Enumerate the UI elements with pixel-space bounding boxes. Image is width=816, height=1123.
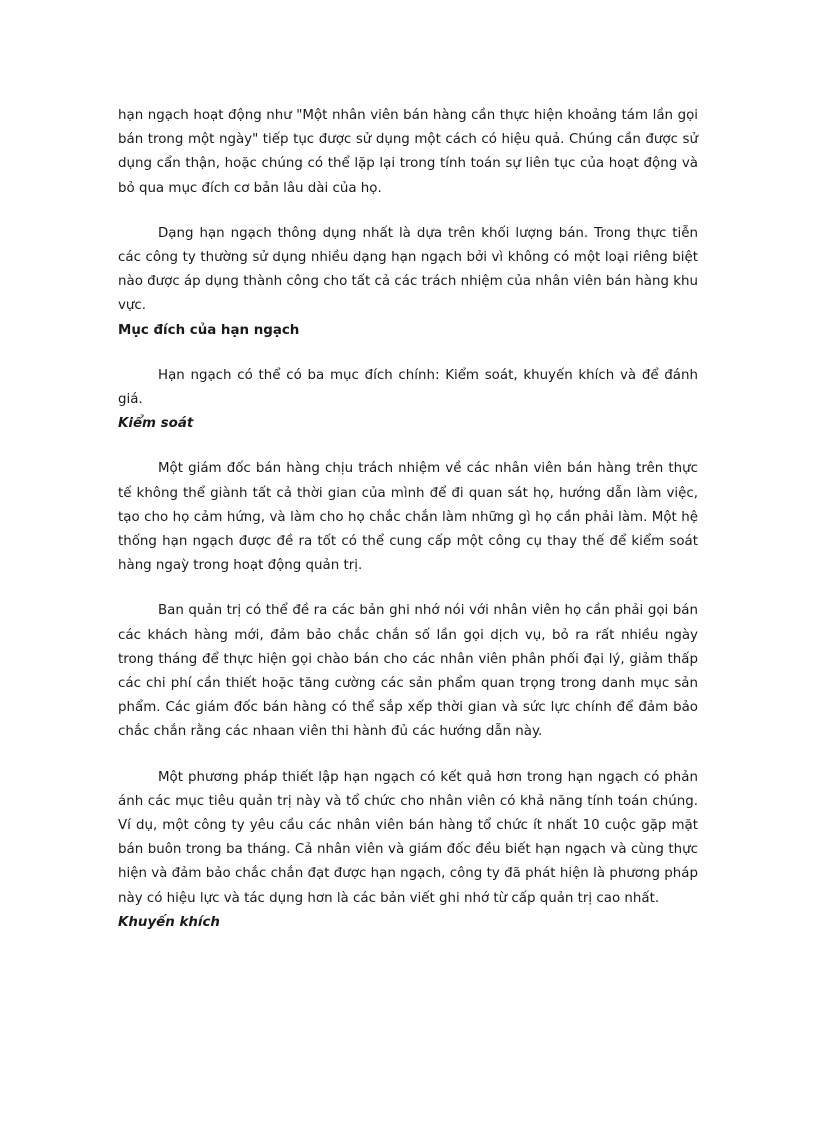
paragraph-management-memos: Ban quản trị có thể đề ra các bản ghi nhớ nói với nhân viên họ cần phải gọi bán các khách hàng mới, đảm bảo chắc chắn số lần gọi dịch vụ, bỏ ra rất nhiều ngày trong tháng để thực hiện gọi chào bán cho các nhân viên phân phối đại lý, giảm thấp các chi phí cần thiết hoặc tăng cường các sản phẩm quan trọng trong danh mục sản phẩm. Các giám đốc bán hàng có thể sắp xếp thời gian và sức lực chính để đảm bảo chắc chắn rằng các nhaan viên thi hành đủ các hướng dẫn này. [118, 603, 698, 740]
document-body [118, 104, 698, 935]
section-heading-quota-purpose: Mục đích của hạn ngạch [118, 322, 300, 338]
paragraph-quota-activity: hạn ngạch hoạt động như "Một nhân viên bán hàng cần thực hiện khoảng tám lần gọi bán trong một ngày" tiếp tục được sử dụng một cách có hiệu quả. Chúng cần được sử dụng cẩn thận, hoặc chúng có thể lặp lại trong tính toán sự liên tục của hoạt động và bỏ qua mục đích cơ bản lâu dài của họ. [118, 108, 698, 196]
paragraph-quota-volume: Dạng hạn ngạch thông dụng nhất là dựa trên khối lượng bán. Trong thực tiễn các công ty thường sử dụng nhiều dạng hạn ngạch bởi vì không có một loại riêng biệt nào được áp dụng thành công cho tất cả các trách nhiệm của nhân viên bán hàng khu vực. [118, 225, 698, 314]
paragraph-quota-method: Một phương pháp thiết lập hạn ngạch có kết quả hơn trong hạn ngạch có phản ánh các mục tiêu quản trị này và tổ chức cho nhân viên có khả năng tính toán chúng. Ví dụ, một công ty yêu cầu các nhân viên bán hàng tổ chức ít nhất 10 cuộc gặp mặt bán buôn trong ba tháng. Cả nhân viên và giám đốc đều biết hạn ngạch và cùng thực hiện và đảm bảo chắc chắn đạt được hạn ngạch, công ty đã phát hiện là phương pháp này có hiệu lực và tác dụng hơn là các bản viết ghi nhớ từ cấp quản trị cao nhất. [118, 769, 698, 906]
subheading-control: Kiểm soát [118, 416, 194, 432]
paragraph-sales-manager: Một giám đốc bán hàng chịu trách nhiệm về các nhân viên bán hàng trên thực tế không thể giành tất cả thời gian của mình để đi quan sát họ, hướng dẫn làm việc, tạo cho họ cảm hứng, và làm cho họ chắc chắn làm những gì họ cần phải làm. Một hệ thống hạn ngạch được đề ra tốt có thể cung cấp một công cụ thay thế để kiểm soát hàng ngaỳ trong hoạt động quản trị. [118, 461, 698, 574]
paragraph-three-purposes: Hạn ngạch có thể có ba mục đích chính: Kiểm soát, khuyến khích và để đánh giá. [118, 367, 698, 408]
subheading-motivation: Khuyến khích [118, 914, 220, 930]
